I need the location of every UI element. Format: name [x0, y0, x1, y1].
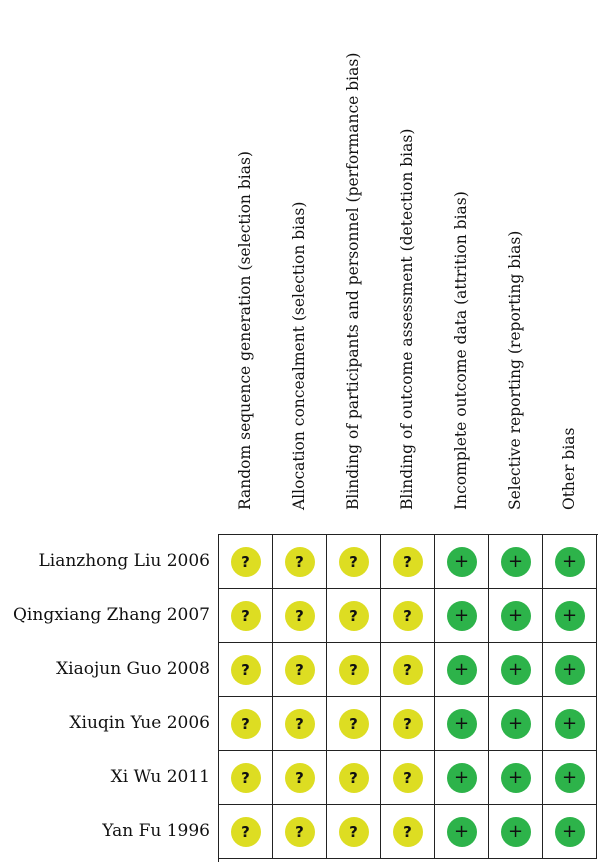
rating-cell	[435, 805, 489, 859]
study-label: Lianzhong Liu 2006	[38, 551, 210, 571]
unclear-risk-icon: ?	[231, 817, 261, 847]
rating-cell	[489, 697, 543, 751]
unclear-risk-icon: ?	[393, 601, 423, 631]
low-risk-icon: +	[501, 547, 531, 577]
rating-cell	[435, 589, 489, 643]
rating-cell	[543, 751, 597, 805]
domain-header	[488, 0, 542, 534]
unclear-risk-icon: ?	[285, 547, 315, 577]
rating-cell	[489, 805, 543, 859]
low-risk-icon: +	[501, 655, 531, 685]
unclear-risk-icon: ?	[339, 547, 369, 577]
domain-header-label: Blinding of participants and personnel (performance bias)	[344, 52, 362, 510]
low-risk-icon: +	[555, 763, 585, 793]
rating-cell	[381, 535, 435, 589]
rating-cell	[381, 751, 435, 805]
unclear-risk-icon: ?	[231, 547, 261, 577]
unclear-risk-icon: ?	[339, 601, 369, 631]
unclear-risk-icon: ?	[339, 709, 369, 739]
rating-cell	[489, 535, 543, 589]
rating-cell	[327, 805, 381, 859]
rating-cell	[327, 535, 381, 589]
unclear-risk-icon: ?	[231, 763, 261, 793]
low-risk-icon: +	[447, 709, 477, 739]
rating-cell	[273, 643, 327, 697]
rating-cell	[489, 643, 543, 697]
low-risk-icon: +	[447, 763, 477, 793]
rating-cell	[327, 643, 381, 697]
unclear-risk-icon: ?	[231, 601, 261, 631]
low-risk-icon: +	[501, 709, 531, 739]
rating-cell	[489, 589, 543, 643]
rating-cell	[435, 697, 489, 751]
domain-header	[434, 0, 488, 534]
study-label: Xiaojun Guo 2008	[56, 659, 210, 679]
unclear-risk-icon: ?	[393, 547, 423, 577]
low-risk-icon: +	[555, 601, 585, 631]
rating-cell	[219, 697, 273, 751]
domain-header-label: Other bias	[560, 427, 578, 510]
rating-cell	[543, 805, 597, 859]
unclear-risk-icon: ?	[339, 763, 369, 793]
study-label: Xiuqin Yue 2006	[69, 713, 210, 733]
unclear-risk-icon: ?	[285, 601, 315, 631]
rating-cell	[543, 643, 597, 697]
low-risk-icon: +	[501, 763, 531, 793]
rating-cell	[435, 643, 489, 697]
rating-cell	[327, 751, 381, 805]
low-risk-icon: +	[501, 817, 531, 847]
rating-cell	[381, 643, 435, 697]
low-risk-icon: +	[447, 547, 477, 577]
rating-cell	[327, 697, 381, 751]
low-risk-icon: +	[447, 817, 477, 847]
unclear-risk-icon: ?	[393, 763, 423, 793]
low-risk-icon: +	[555, 547, 585, 577]
unclear-risk-icon: ?	[285, 655, 315, 685]
unclear-risk-icon: ?	[285, 817, 315, 847]
rating-cell	[381, 589, 435, 643]
rating-cell	[435, 751, 489, 805]
low-risk-icon: +	[447, 601, 477, 631]
rating-cell	[273, 751, 327, 805]
rating-cell	[543, 589, 597, 643]
domain-header	[272, 0, 326, 534]
study-label: Yan Fu 1996	[102, 821, 210, 841]
rating-cell	[219, 589, 273, 643]
domain-header-label: Blinding of outcome assessment (detection bias)	[398, 128, 416, 510]
domain-header-label: Selective reporting (reporting bias)	[506, 230, 524, 510]
rating-cell	[219, 805, 273, 859]
low-risk-icon: +	[555, 709, 585, 739]
rating-cell	[273, 535, 327, 589]
rating-cell	[273, 697, 327, 751]
rating-cell	[273, 589, 327, 643]
unclear-risk-icon: ?	[339, 817, 369, 847]
unclear-risk-icon: ?	[231, 655, 261, 685]
rating-cell	[219, 643, 273, 697]
low-risk-icon: +	[447, 655, 477, 685]
domain-header	[542, 0, 596, 534]
rating-cell	[273, 805, 327, 859]
rating-cell	[219, 535, 273, 589]
unclear-risk-icon: ?	[393, 655, 423, 685]
rating-cell	[543, 697, 597, 751]
rating-cell	[381, 697, 435, 751]
rating-cell	[489, 751, 543, 805]
unclear-risk-icon: ?	[393, 709, 423, 739]
unclear-risk-icon: ?	[393, 817, 423, 847]
unclear-risk-icon: ?	[231, 709, 261, 739]
low-risk-icon: +	[555, 655, 585, 685]
rating-cell	[219, 751, 273, 805]
unclear-risk-icon: ?	[285, 763, 315, 793]
rating-cell	[543, 535, 597, 589]
study-label: Qingxiang Zhang 2007	[13, 605, 210, 625]
unclear-risk-icon: ?	[339, 655, 369, 685]
low-risk-icon: +	[501, 601, 531, 631]
unclear-risk-icon: ?	[285, 709, 315, 739]
domain-header	[380, 0, 434, 534]
risk-of-bias-grid	[218, 534, 598, 862]
domain-header-label: Incomplete outcome data (attrition bias)	[452, 191, 470, 510]
rating-cell	[381, 805, 435, 859]
low-risk-icon: +	[555, 817, 585, 847]
rating-cell	[327, 589, 381, 643]
domain-header-label: Allocation concealment (selection bias)	[290, 201, 308, 510]
domain-header	[218, 0, 272, 534]
domain-header-label: Random sequence generation (selection bias)	[236, 151, 254, 510]
study-label: Xi Wu 2011	[110, 767, 210, 787]
rating-cell	[435, 535, 489, 589]
domain-header	[326, 0, 380, 534]
